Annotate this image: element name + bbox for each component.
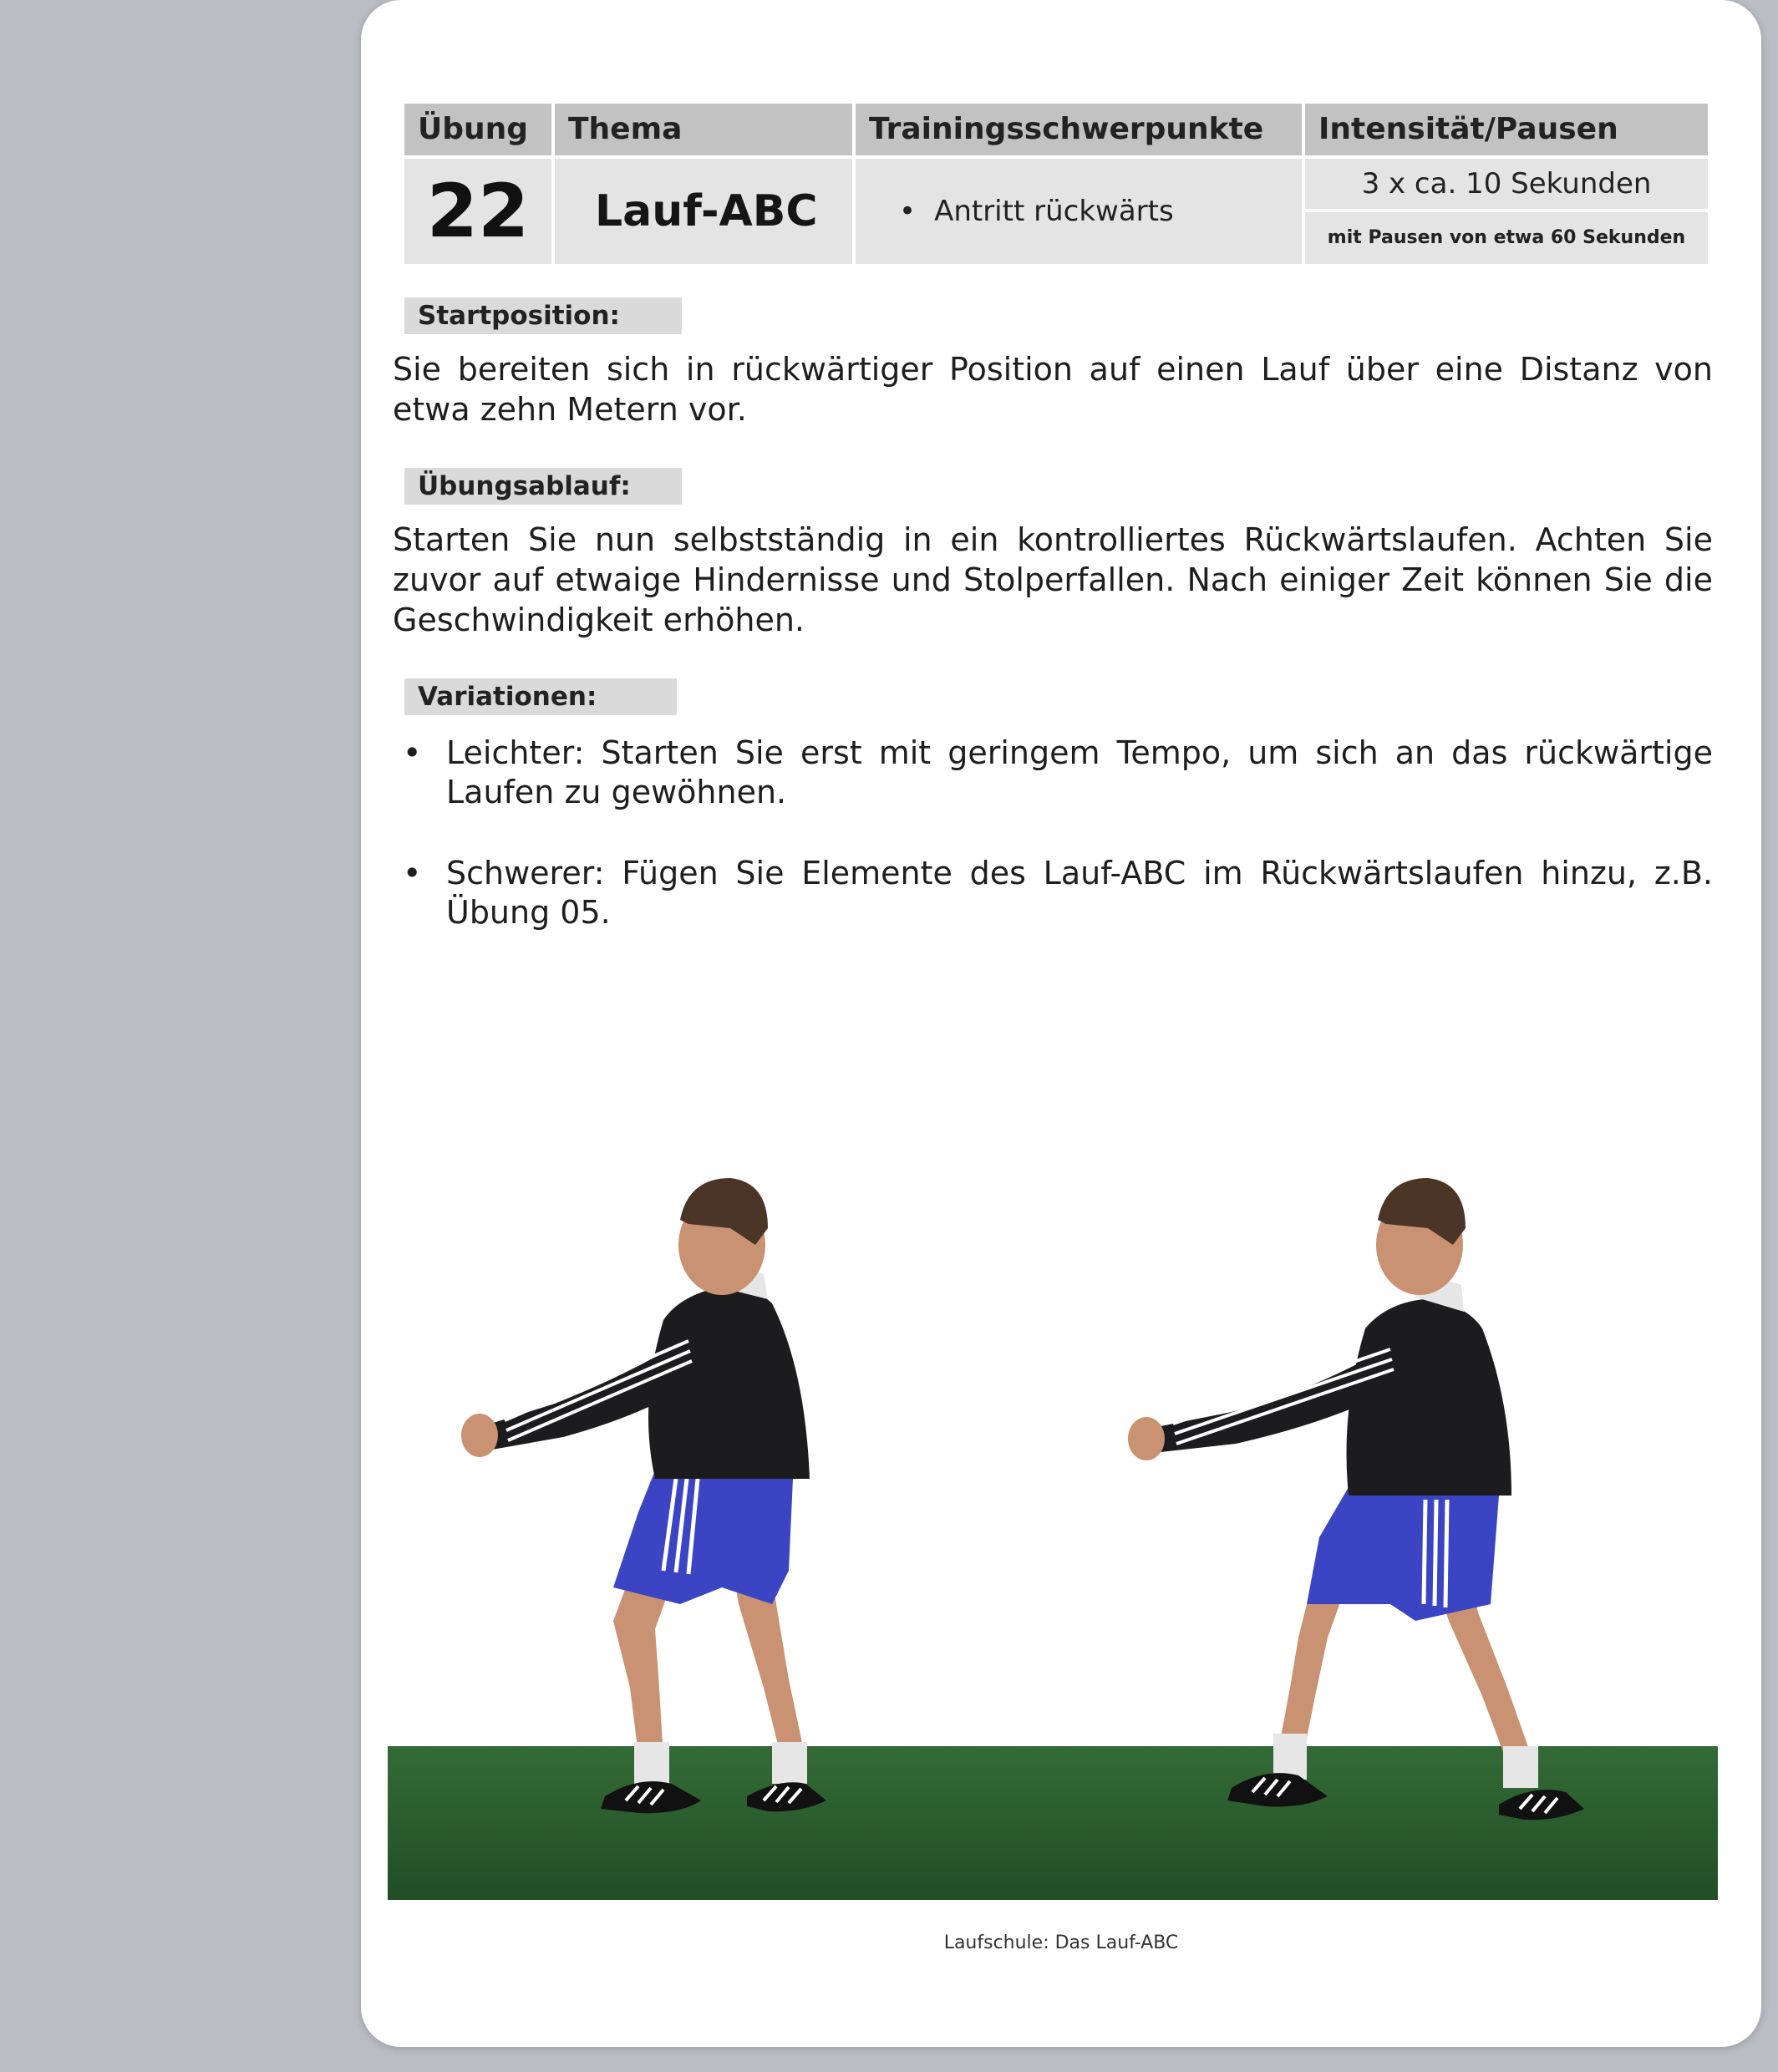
list-bullet: • [403,734,422,771]
exercise-theme: Lauf-ABC [555,159,852,264]
pauses-text: mit Pausen von etwa 60 Sekunden [1305,212,1708,264]
variation-text: Schwerer: Fügen Sie Elemente des Lauf-ABC im Rückwärtslaufen hinzu, z.B. Übung 05. [446,855,1713,931]
variation-item-leichter [393,734,1713,812]
startposition-label: Startposition: [404,297,682,334]
header-schwerpunkte: Trainingsschwerpunkte [856,104,1302,155]
exercise-number: 22 [404,159,551,264]
exercise-focus [856,159,1302,264]
footer-caption: Laufschule: Das Lauf-ABC [943,1932,1179,1953]
header-intensitaet: Intensität/Pausen [1305,104,1708,155]
intensity-text: 3 x ca. 10 Sekunden [1305,159,1708,209]
exercise-photo [388,969,1718,1900]
exercise-card [361,0,1761,2047]
variation-item-schwerer [393,854,1713,932]
runner-illustration [388,969,1718,1900]
header-uebung: Übung [404,104,551,155]
focus-bullet: • [899,195,917,228]
variation-text: Leichter: Starten Sie erst mit geringem Tempo, um sich an das rückwärtige Laufen zu gewöhnen. [446,734,1713,810]
list-bullet: • [403,855,422,891]
uebungsablauf-label: Übungsablauf: [404,468,682,505]
uebungsablauf-text: Starten Sie nun selbstständig in ein kontrolliertes Rückwärtslaufen. Achten Sie zuvor auf etwaige Hindernisse und Stolperfallen. Nach einiger Zeit können Sie die Geschwindigkeit erhöhen. [393,521,1713,638]
header-thema: Thema [555,104,852,155]
focus-text: Antritt rückwärts [934,195,1174,228]
exercise-table [404,104,1708,264]
variationen-label: Variationen: [404,678,677,715]
startposition-text: Sie bereiten sich in rückwärtiger Position auf einen Lauf über eine Distanz von etwa zehn Metern vor. [393,351,1713,428]
